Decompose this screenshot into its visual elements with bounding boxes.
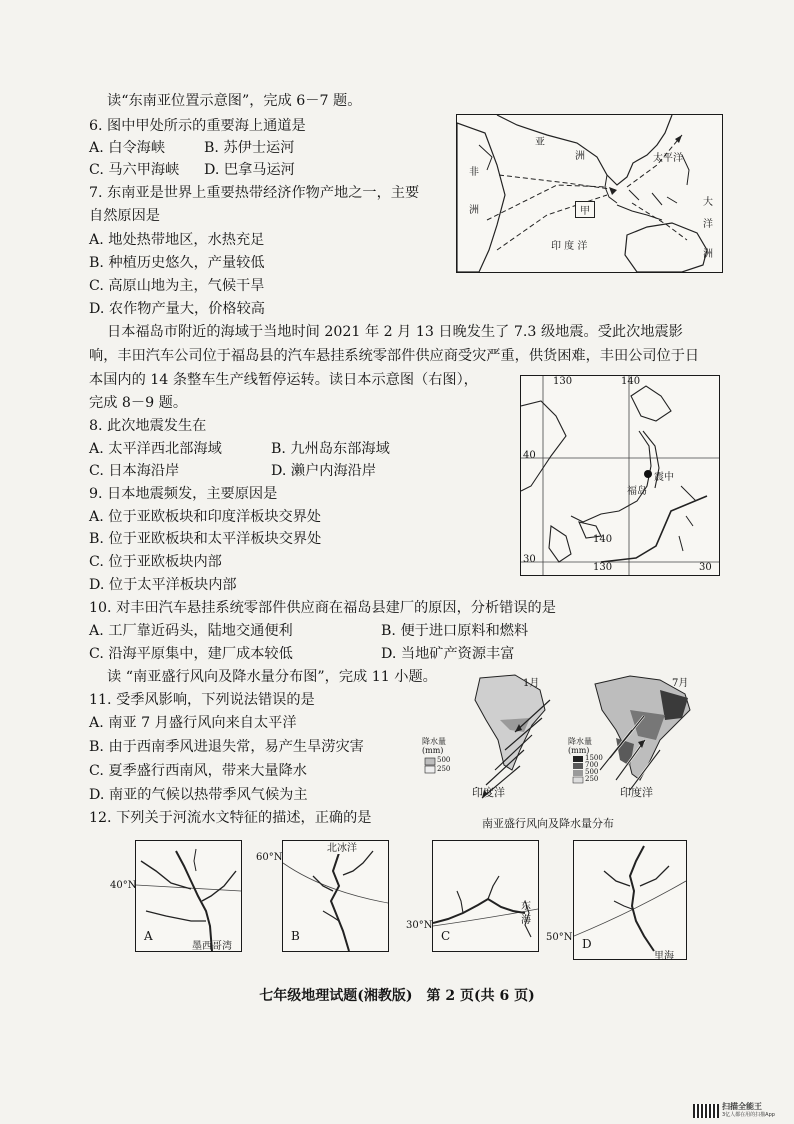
river-map-c-latitude: 30°N [406, 920, 433, 931]
east-sea-label-2: 海 [521, 915, 531, 926]
jia-location-box: 甲 [575, 201, 595, 218]
page-footer: 七年级地理试题(湘教版) 第 2 页(共 6 页) [259, 988, 535, 1004]
jul-legend-1500: 1500 [585, 754, 603, 762]
river-map-d-latitude: 50°N [546, 932, 573, 943]
q9-option-b: B. 位于亚欧板块和太平洋板块交界处 [89, 531, 322, 547]
pacific-vertical-label-3: 洲 [703, 249, 713, 260]
q8-option-a: A. 太平洋西北部海域 [89, 441, 222, 457]
africa-label: 非 [469, 167, 479, 178]
q8-option-c: C. 日本海沿岸 [89, 463, 180, 479]
q11-option-c: C. 夏季盛行西南风，带来大量降水 [89, 763, 307, 779]
jan-indian-ocean-label: 印度洋 [472, 786, 505, 799]
river-map-b-latitude: 60°N [256, 852, 283, 863]
gulf-of-mexico-label: 墨西哥湾 [192, 941, 232, 952]
q7-stem-line1: 7. 东南亚是世界上重要热带经济作物产地之一，主要 [89, 185, 420, 201]
river-map-a-latitude: 40°N [110, 880, 137, 891]
river-map-b [282, 840, 389, 952]
asia-label-2: 洲 [575, 151, 585, 162]
jul-rain-legend-title: 降水量 [568, 737, 592, 746]
q7-stem-line2: 自然原因是 [89, 208, 160, 224]
q6-option-a: A. 白令海峡 [89, 140, 166, 156]
east-sea-label-1: 东 [521, 901, 531, 912]
q11-intro: 读 “南亚盛行风向及降水量分布图”，完成 11 小题。 [107, 669, 437, 685]
jul-legend-700: 700 [585, 761, 599, 769]
pacific-vertical-label-1: 大 [703, 197, 713, 208]
q6-7-intro: 读“东南亚位置示意图”，完成 6－7 题。 [107, 93, 362, 109]
jul-legend-250: 250 [585, 775, 599, 783]
q9-option-d: D. 位于太平洋板块内部 [89, 577, 237, 593]
passage-line-2: 响，丰田汽车公司位于福岛县的汽车悬挂系统零部件供应商受灾严重，供货困难，丰田公司位于日 [89, 348, 700, 364]
q8-option-b: B. 九州岛东部海域 [271, 441, 390, 457]
tick-30-right: 30 [699, 562, 712, 573]
q6-option-b: B. 苏伊士运河 [204, 140, 295, 156]
scanner-watermark-subtitle: 3亿人都在用的扫描App [722, 1112, 775, 1118]
tick-30-left: 30 [523, 554, 536, 565]
africa-label-2: 洲 [469, 205, 479, 216]
passage-line-3: 本国内的 14 条整车生产线暂停运转。读日本示意图（右图）， [89, 372, 478, 388]
tick-130-top: 130 [553, 376, 573, 387]
indian-ocean-label: 印 度 洋 [551, 241, 588, 252]
q10-option-c: C. 沿海平原集中，建厂成本较低 [89, 646, 293, 662]
q10-option-b: B. 便于进口原料和燃料 [381, 623, 529, 639]
scanner-watermark [722, 1103, 784, 1119]
q11-stem: 11. 受季风影响，下列说法错误的是 [89, 692, 315, 708]
passage-line-4: 完成 8－9 题。 [89, 395, 188, 411]
pacific-ocean-label: 太平洋 [653, 153, 683, 164]
q9-option-a: A. 位于亚欧板块和印度洋板块交界处 [89, 509, 322, 525]
fukushima-label: 福岛 [627, 486, 647, 497]
q7-option-a: A. 地处热带地区，水热充足 [89, 232, 265, 248]
tick-40-left: 40 [523, 450, 536, 461]
q10-option-a: A. 工厂靠近码头，陆地交通便利 [89, 623, 293, 639]
south-asia-caption: 南亚盛行风向及降水量分布 [482, 817, 614, 830]
tick-140-bottom: 140 [593, 534, 613, 545]
passage-line-1: 日本福岛市附近的海域于当地时间 2021 年 2 月 13 日晚发生了 7.3 级地震。受此次地震影 [107, 324, 683, 340]
jul-indian-ocean-label: 印度洋 [620, 786, 653, 799]
river-map-a [135, 840, 242, 952]
river-map-b-letter: B [291, 929, 300, 943]
south-asia-monsoon-figure [420, 670, 710, 830]
q8-stem: 8. 此次地震发生在 [89, 418, 207, 434]
pacific-vertical-label-2: 洋 [703, 219, 713, 230]
jan-legend-500: 500 [437, 756, 451, 764]
tick-140-top: 140 [621, 376, 641, 387]
arctic-ocean-label: 北冰洋 [327, 840, 357, 854]
q10-stem: 10. 对丰田汽车悬挂系统零部件供应商在福岛县建厂的原因，分析错误的是 [89, 600, 556, 616]
q9-stem: 9. 日本地震频发，主要原因是 [89, 486, 278, 502]
river-map-d [573, 840, 687, 960]
scanner-watermark-title: 扫描全能王 [722, 1102, 762, 1111]
jul-rain-legend-unit: (mm) [568, 746, 590, 755]
july-label: 7月 [672, 678, 689, 689]
q11-option-b: B. 由于西南季风进退失常，易产生旱涝灾害 [89, 739, 364, 755]
q9-option-c: C. 位于亚欧板块内部 [89, 554, 222, 570]
q11-option-a: A. 南亚 7 月盛行风向来自太平洋 [89, 715, 297, 731]
caspian-sea-label: 里海 [654, 951, 674, 960]
epicenter-label: 震中 [654, 472, 674, 483]
q6-option-d: D. 巴拿马运河 [204, 162, 295, 178]
january-label: 1月 [523, 678, 540, 689]
q12-stem: 12. 下列关于河流水文特征的描述，正确的是 [89, 810, 372, 826]
q8-option-d: D. 濑户内海沿岸 [271, 463, 377, 479]
q7-option-d: D. 农作物产量大，价格较高 [89, 301, 265, 317]
jan-rain-legend-title: 降水量 [422, 737, 446, 746]
jul-legend-500: 500 [585, 768, 599, 776]
river-map-d-letter: D [582, 937, 592, 951]
japan-map [520, 375, 720, 576]
jan-rain-legend-unit: (mm) [422, 746, 444, 755]
qr-code-icon [693, 1104, 719, 1118]
southeast-asia-map-drawing [457, 115, 722, 272]
south-asia-monsoon-drawing [420, 670, 710, 810]
river-map-c [432, 840, 539, 952]
river-map-a-letter: A [144, 929, 153, 943]
q6-stem: 6. 图中甲处所示的重要海上通道是 [89, 118, 306, 134]
asia-label: 亚 [535, 137, 545, 148]
river-map-c-letter: C [441, 929, 451, 943]
japan-map-drawing [521, 376, 719, 575]
tick-130-bottom: 130 [593, 562, 613, 573]
q7-option-b: B. 种植历史悠久，产量较低 [89, 255, 265, 271]
q7-option-c: C. 高原山地为主，气候干旱 [89, 278, 265, 294]
q6-option-c: C. 马六甲海峡 [89, 162, 180, 178]
southeast-asia-map [456, 114, 723, 273]
q11-option-d: D. 南亚的气候以热带季风气候为主 [89, 787, 308, 803]
jan-legend-250: 250 [437, 765, 451, 773]
q10-option-d: D. 当地矿产资源丰富 [381, 646, 515, 662]
